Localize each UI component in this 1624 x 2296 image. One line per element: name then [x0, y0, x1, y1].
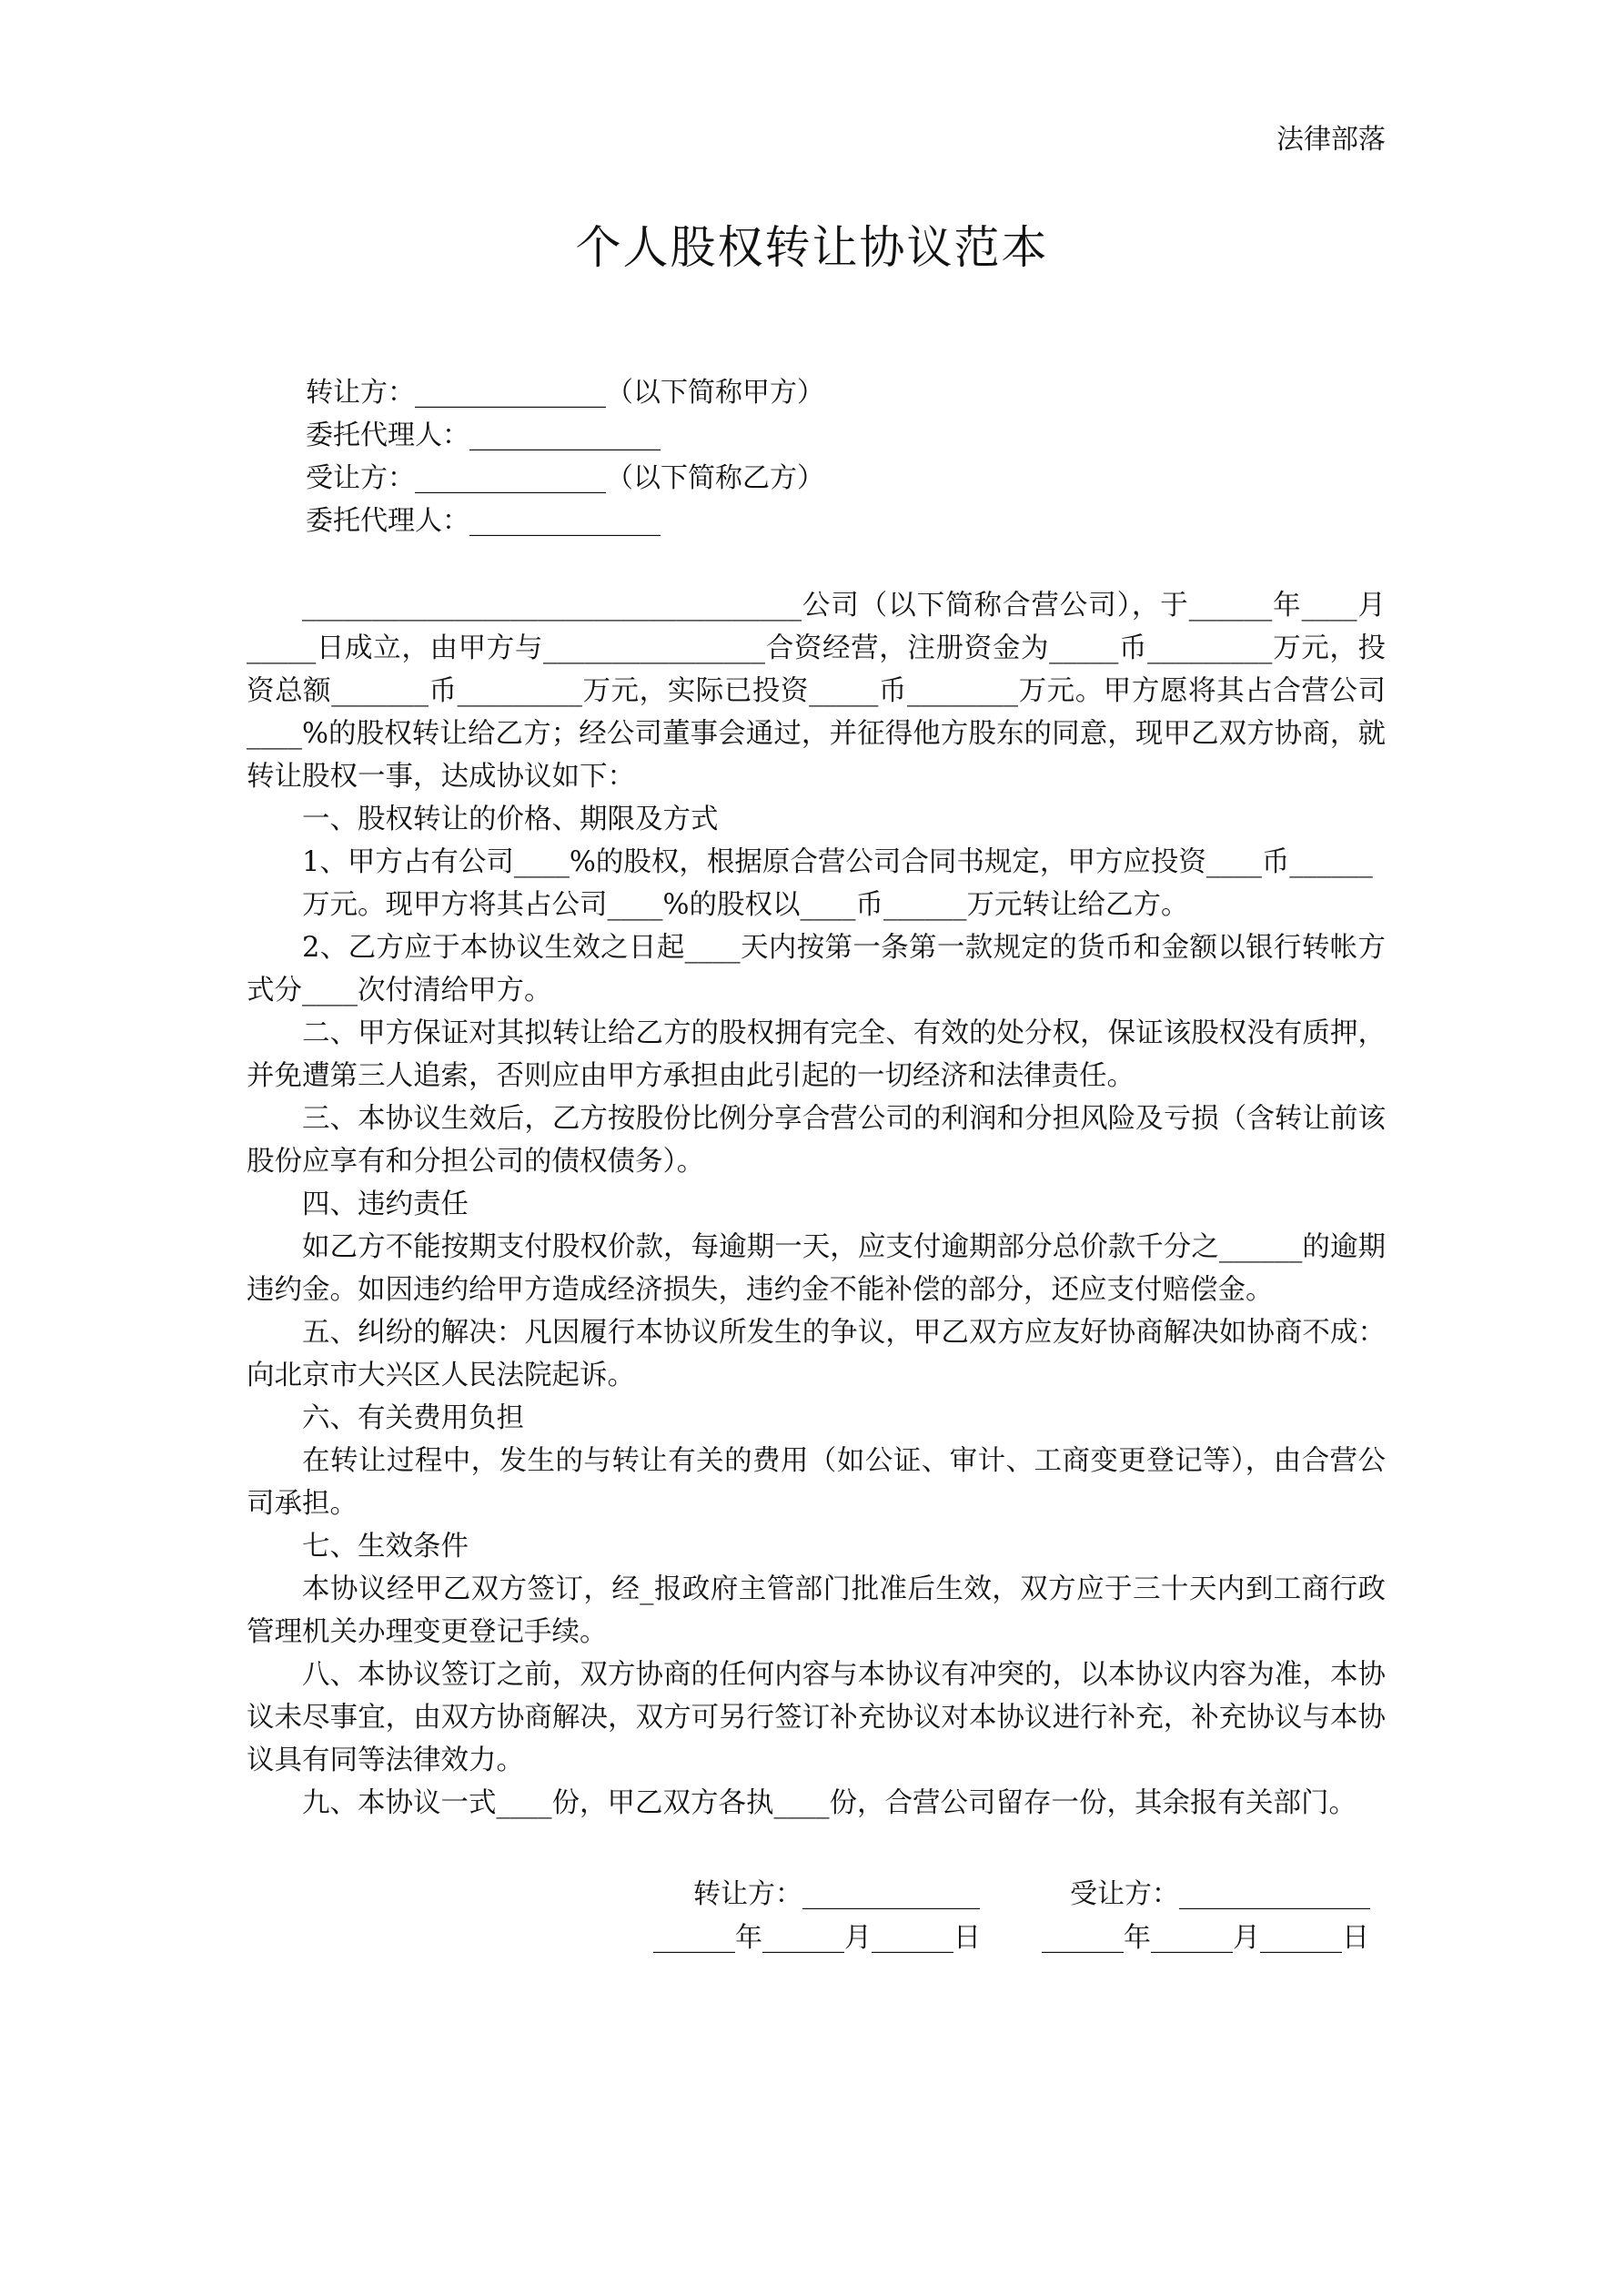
- section-4-text: 如乙方不能按期支付股权价款，每逾期一天，应支付逾期部分总价款千分之______的逾期违约金。如因违约给甲方造成经济损失，违约金不能补偿的部分，还应支付赔偿金。: [247, 1231, 1386, 1306]
- transferee-agent-line: 委托代理人：______________: [306, 505, 661, 537]
- section-3: 三、本协议生效后，乙方按股份比例分享合营公司的利润和分担风险及亏损（含转让前该股份应享有和分担公司的债权债务）。: [247, 1103, 1386, 1178]
- transferor-date: ______年______月______日: [653, 1922, 981, 1954]
- section-8: 八、本协议签订之前，双方协商的任何内容与本协议有冲突的，以本协议内容为准，本协议未尽事宜，由双方协商解决，双方可另行签订补充协议对本协议进行补充，补充协议与本协议具有同等法律效力。: [247, 1659, 1386, 1776]
- section-2: 二、甲方保证对其拟转让给乙方的股权拥有完全、有效的处分权，保证该股权没有质押，并免遭第三人追索，否则应由甲方承担由此引起的一切经济和法律责任。: [247, 1017, 1386, 1092]
- section-7-heading: 七、生效条件: [302, 1531, 469, 1563]
- section-6-text: 在转让过程中，发生的与转让有关的费用（如公证、审计、工商变更登记等），由合营公司承担。: [247, 1445, 1386, 1520]
- transferee-date: ______年______月______日: [1042, 1922, 1369, 1954]
- section-9: 九、本协议一式____份，甲乙双方各执____份，合营公司留存一份，其余报有关部门。: [302, 1787, 1357, 1819]
- section-1-heading: 一、股权转让的价格、期限及方式: [302, 804, 719, 835]
- transferor-agent-line: 委托代理人：______________: [306, 420, 661, 451]
- section-7-text: 本协议经甲乙双方签订，经_报政府主管部门批准后生效，双方应于三十天内到工商行政管理机关办理变更登记手续。: [247, 1573, 1386, 1648]
- intro-paragraph: ____________________________________公司（以下简称合营公司），于______年____月_____日成立，由甲方与________________合资经营，注册资金为_____币_________万元，投资总额_______币_________万元，实际已投资_____币________万元。甲方愿将其占合营公司____%的股权转让给乙方；经公司董事会通过，并征得他方股东的同意，现甲乙双方协商，就转让股权一事，达成协议如下：: [247, 590, 1386, 793]
- transferee-line: 受让方：______________（以下简称乙方）: [306, 462, 824, 494]
- transferor-line: 转让方：______________（以下简称甲方）: [306, 377, 824, 409]
- section-6-heading: 六、有关费用负担: [302, 1402, 524, 1434]
- clause-1-1: 1、甲方占有公司____%的股权，根据原合营公司合同书规定，甲方应投资____币______: [302, 846, 1373, 878]
- clause-1-2: 2、乙方应于本协议生效之日起____天内按第一条第一款规定的货币和金额以银行转帐方式分____次付清给甲方。: [247, 932, 1386, 1006]
- document-title: 个人股权转让协议范本: [575, 221, 1049, 274]
- transferor-signature: 转让方：_____________: [693, 1878, 980, 1910]
- agreement-body: [247, 584, 1386, 1825]
- section-4-heading: 四、违约责任: [302, 1188, 469, 1220]
- transferee-signature: 受让方：______________: [1070, 1878, 1370, 1910]
- clause-1-1-cont: 万元。现甲方将其占公司____%的股权以____币______万元转让给乙方。: [302, 889, 1189, 921]
- parties-block: [306, 371, 824, 542]
- section-5: 五、纠纷的解决：凡因履行本协议所发生的争议，甲乙双方应友好协商解决如协商不成：向北京市大兴区人民法院起诉。: [247, 1317, 1386, 1391]
- brand-label: 法律部落: [1276, 124, 1386, 156]
